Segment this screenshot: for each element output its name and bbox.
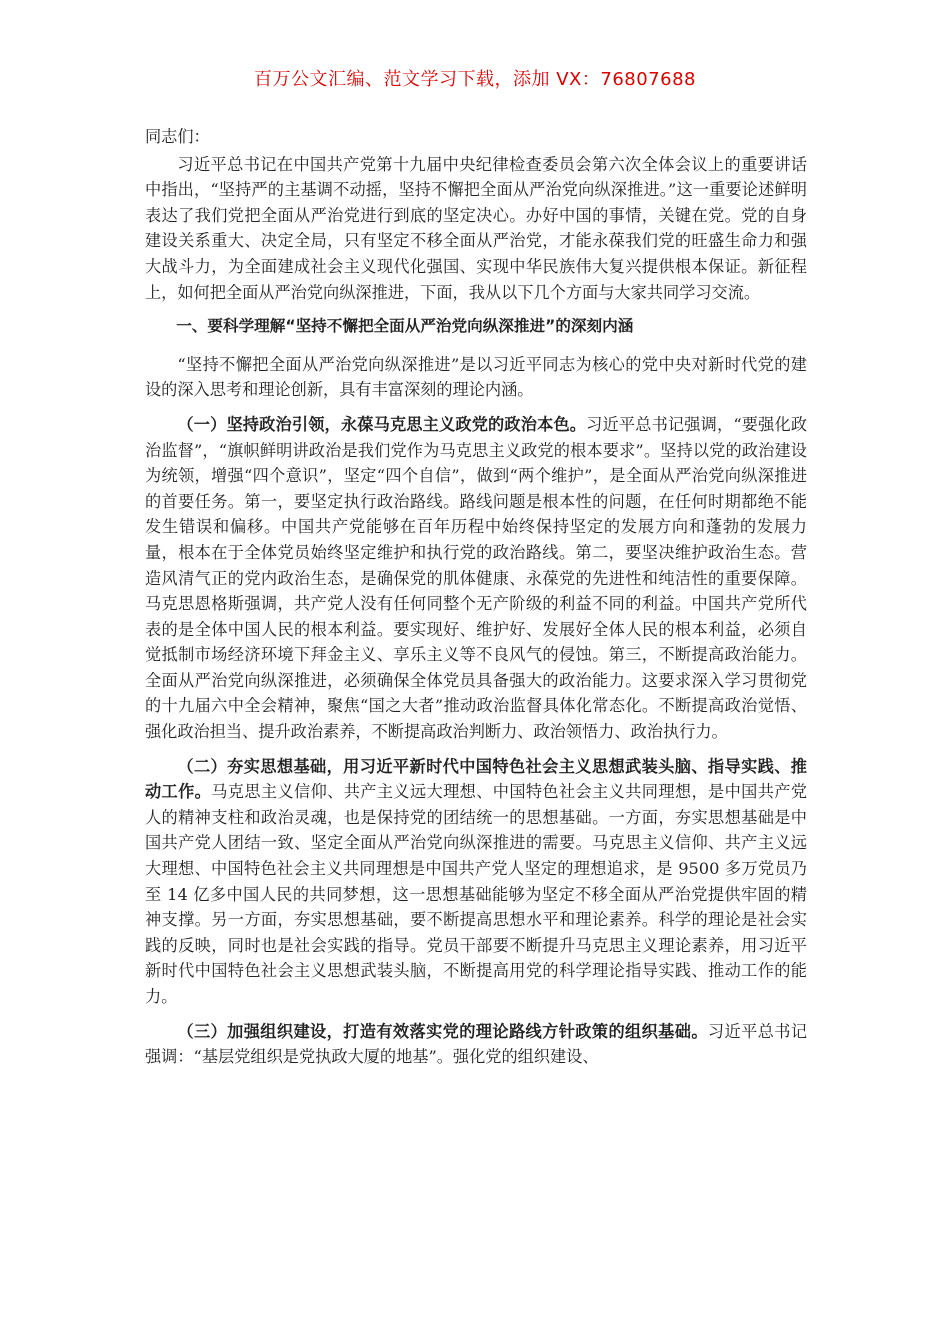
- point-3-body: 习近平总书记强调：“基层党组织是党执政大厦的地基”。强化党的组织建设、: [145, 1021, 808, 1067]
- intro-paragraph: 习近平总书记在中国共产党第十九届中央纪律检查委员会第六次全体会议上的重要讲话中指出，“坚持严的主基调不动摇，坚持不懈把全面从严治党向纵深推进。”这一重要论述鲜明表达了我们党把全面从严治党进行到底的坚定决心。办好中国的事情，关键在党。党的自身建设关系重大、决定全局，只有坚定不移全面从严治党，才能永葆我们党的旺盛生命力和强大战斗力，为全面建成社会主义现代化强国、实现中华民族伟大复兴提供根本保证。新征程上，如何把全面从严治党向纵深推进，下面，我从以下几个方面与大家共同学习交流。: [145, 154, 807, 302]
- promo-banner: 百万公文汇编、范文学习下载，添加 VX：76807688: [254, 69, 696, 90]
- point-2-paragraph: [145, 754, 807, 1010]
- point-2-body: 马克思主义信仰、共产主义远大理想、中国特色社会主义共同理想，是中国共产党人的精神支柱和政治灵魂，也是保持党的团结统一的思想基础。一方面，夯实思想基础是中国共产党人团结一致、坚定全面从严治党向纵深推进的需要。马克思主义信仰、共产主义远大理想、中国特色社会主义共同理想是中国共产党人坚定的理想追求，是 9500 多万党员乃至 14 亿多中国人民的共同梦想，这一思想基础能够为坚定不移全面从严治党提供牢固的精神支撑。另一方面，夯实思想基础，要不断提高思想水平和理论素养。科学的理论是社会实践的反映，同时也是社会实践的指导。党员干部要不断提升马克思主义理论素养，用习近平新时代中国特色社会主义思想武装头脑，不断提高用党的科学理论指导实践、推动工作的能力。: [145, 782, 808, 1006]
- section-1-heading: 一、要科学理解“坚持不懈把全面从严治党向纵深推进”的深刻内涵: [176, 317, 634, 336]
- point-1-paragraph: [145, 412, 807, 745]
- point-3-title: （三）加强组织建设，打造有效落实党的理论路线方针政策的组织基础。: [177, 1021, 708, 1041]
- point-3-paragraph: [145, 1019, 807, 1070]
- point-1-title: （一）坚持政治引领，永葆马克思主义政党的政治本色。: [177, 414, 587, 434]
- point-2-title: （二）夯实思想基础，用习近平新时代中国特色社会主义思想武装头脑、指导实践、推动工作。: [145, 756, 807, 802]
- section-1-intro: “坚持不懈把全面从严治党向纵深推进”是以习近平同志为核心的党中央对新时代党的建设的深入思考和理论创新，具有丰富深刻的理论内涵。: [145, 354, 807, 400]
- greeting: 同志们：: [145, 127, 210, 146]
- document-body: [145, 124, 807, 1079]
- point-1-body: 习近平总书记强调，“要强化政治监督”，“旗帜鲜明讲政治是我们党作为马克思主义政党的根本要求”。坚持以党的政治建设为统领，增强“四个意识”，坚定“四个自信”，做到“两个维护”，是全面从严治党向纵深推进的首要任务。第一，要坚定执行政治路线。路线问题是根本性的问题，在任何时期都绝不能发生错误和偏移。中国共产党能够在百年历程中始终保持坚定的发展方向和蓬勃的发展力量，根本在于全体党员始终坚定维护和执行党的政治路线。第二，要坚决维护政治生态。营造风清气正的党内政治生态，是确保党的肌体健康、永葆党的先进性和纯洁性的重要保障。马克思恩格斯强调，共产党人没有任何同整个无产阶级的利益不同的利益。中国共产党所代表的是全体中国人民的根本利益。要实现好、维护好、发展好全体人民的根本利益，必须自觉抵制市场经济环境下拜金主义、享乐主义等不良风气的侵蚀。第三，不断提高政治能力。全面从严治党向纵深推进，必须确保全体党员具备强大的政治能力。这要求深入学习贯彻党的十九届六中全会精神，聚焦“国之大者”推动政治监督具体化常态化。不断提高政治觉悟、强化政治担当、提升政治素养，不断提高政治判断力、政治领悟力、政治执行力。: [145, 414, 808, 742]
